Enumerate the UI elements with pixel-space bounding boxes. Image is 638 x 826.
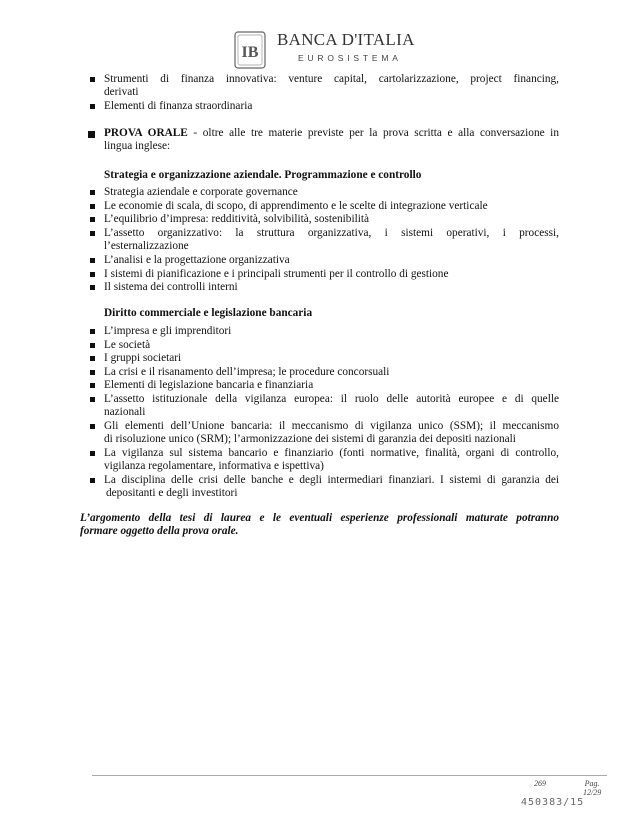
brand-name: BANCA D'ITALIA <box>277 30 415 49</box>
section-heading: Strategia e organizzazione aziendale. Programmazione e controllo <box>104 169 422 181</box>
page-label: Pag. 12/29 <box>583 779 602 797</box>
list-item: L’assetto organizzativo: la struttura organizzativa, i sistemi operativi, i processi, l’esternalizzazione <box>104 227 559 253</box>
list-item: L’assetto istituzionale della vigilanza europea: il ruolo delle autorità europee e di quelle nazionali <box>104 393 559 419</box>
list-item: Le economie di scala, di scopo, di apprendimento e le scelte di integrazione verticale <box>104 200 559 213</box>
section-bullet-icon <box>88 131 95 138</box>
list-item: Gli elementi dell’Unione bancaria: il meccanismo di vigilanza unico (SSM); il meccanismo di risoluzione unico (SRM); l’armonizzazione dei sistemi di garanzia dei depositi nazionali <box>104 420 559 446</box>
list-item: Le società <box>104 339 559 352</box>
svg-text:IB: IB <box>241 44 259 61</box>
document-number: 450383/15 <box>521 797 585 808</box>
oral-title: PROVA ORALE <box>104 127 188 139</box>
footer-divider <box>92 775 607 776</box>
list-item: Strategia aziendale e corporate governance <box>104 186 559 199</box>
list-item: I gruppi societari <box>104 352 559 365</box>
list-item: La crisi e il risanamento dell’impresa; le procedure concorsuali <box>104 366 559 379</box>
bullet-square-icon <box>90 77 95 82</box>
oral-intro: PROVA ORALE - oltre alle tre materie previste per la prova scritta e alla conversazione in lingua inglese: <box>104 127 559 153</box>
list-item: L’analisi e la progettazione organizzativa <box>104 254 559 267</box>
list-item: Strumenti di finanza innovativa: venture capital, cartolarizzazione, project financing, derivati <box>104 73 559 99</box>
list-item: L’impresa e gli imprenditori <box>104 325 559 338</box>
list-item: La vigilanza sul sistema bancario e finanziario (fonti normative, finalità, organi di controllo, vigilanza regolamentare, informativa e ispettiva) <box>104 447 559 473</box>
page-number: 269 <box>534 779 546 788</box>
bullet-square-icon <box>90 104 95 109</box>
list-item: La disciplina delle crisi delle banche e degli intermediari finanziari. I sistemi di garanzia dei depositanti e degli investitori <box>104 474 559 500</box>
brand-subtitle: EUROSISTEMA <box>298 53 402 63</box>
list-item: I sistemi di pianificazione e i principali strumenti per il controllo di gestione <box>104 268 559 281</box>
document-header <box>0 22 638 72</box>
list-item: Elementi di finanza straordinaria <box>104 100 559 113</box>
section-heading: Diritto commerciale e legislazione bancaria <box>104 307 313 319</box>
list-item: Elementi di legislazione bancaria e finanziaria <box>104 379 559 392</box>
list-item: Il sistema dei controlli interni <box>104 281 559 294</box>
list-item: L’equilibrio d’impresa: redditività, solvibilità, sostenibilità <box>104 213 559 226</box>
closing-note: L’argomento della tesi di laurea e le eventuali esperienze professionali maturate potranno formare oggetto della prova orale. <box>80 512 559 538</box>
bank-monogram-icon <box>233 30 267 70</box>
